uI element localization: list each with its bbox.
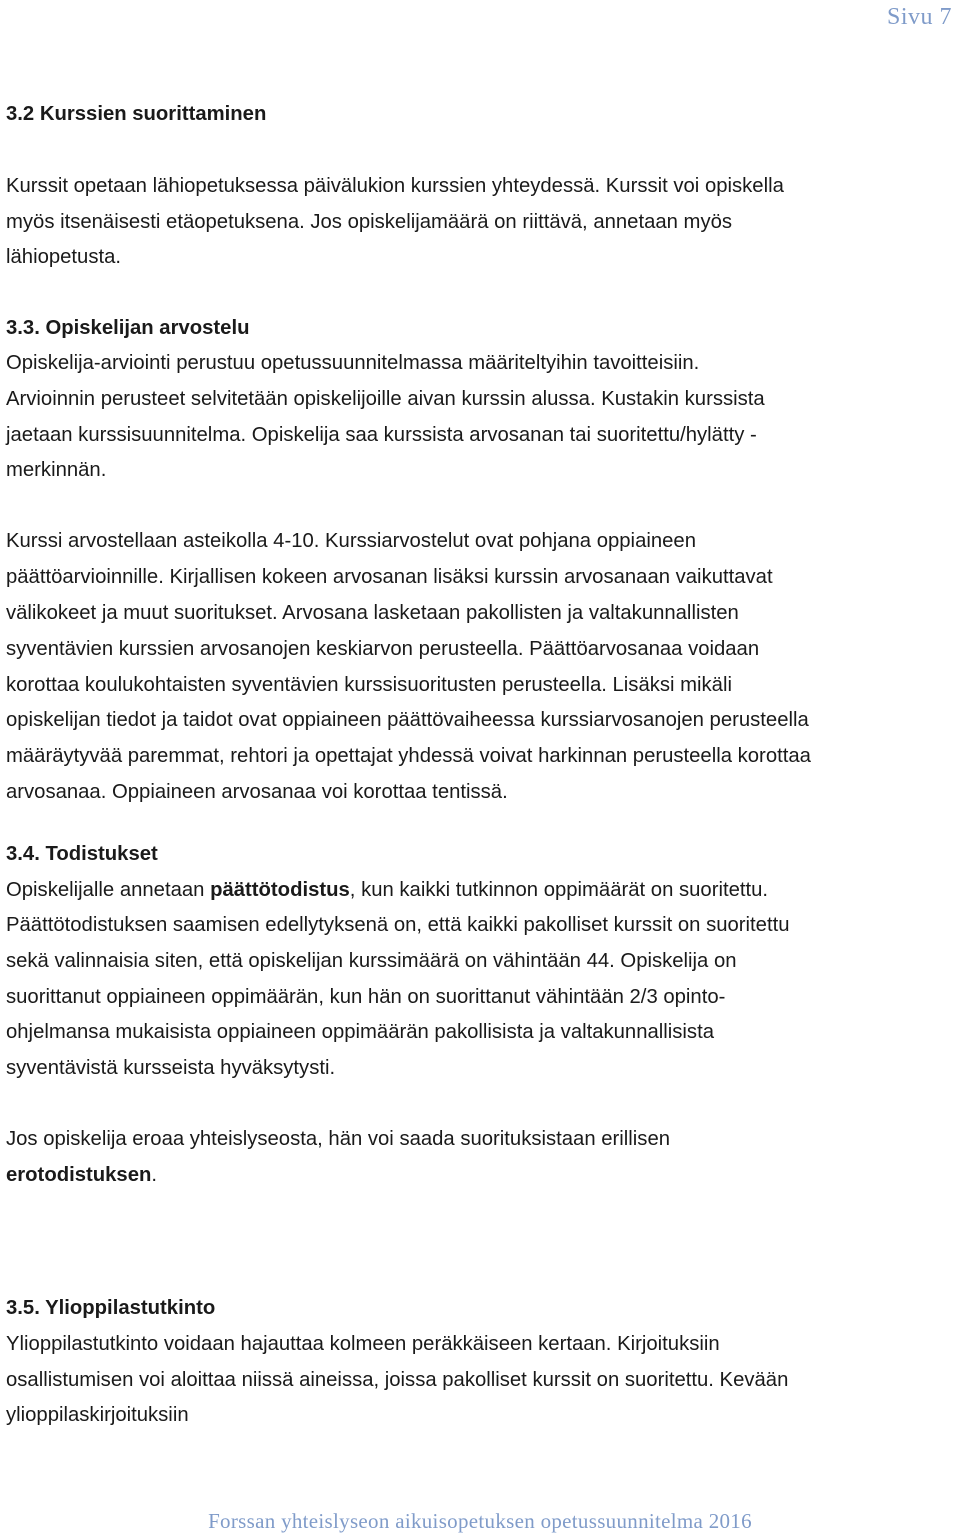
paragraph-line: opiskelijan tiedot ja taidot ovat oppiaineen päättövaiheessa kurssiarvosanojen perusteella — [6, 709, 809, 731]
paragraph-line: lähiopetusta. — [6, 246, 122, 268]
text-span: , kun kaikki tutkinnon oppimäärät on suoritettu. — [349, 879, 769, 901]
text-span: Opiskelijalle annetaan — [6, 879, 211, 901]
section-heading-3-4: 3.4. Todistukset — [6, 843, 158, 865]
paragraph-line: arvosanaa. Oppiaineen arvosanaa voi korottaa tentissä. — [6, 781, 508, 803]
page-footer: Forssan yhteislyseon aikuisopetuksen opetussuunnitelma 2016 — [208, 1509, 752, 1533]
bold-term-paattotodistus: päättötodistus — [210, 879, 350, 901]
paragraph-line — [6, 1162, 157, 1188]
paragraph-line — [6, 877, 768, 903]
page-number: Sivu 7 — [886, 4, 952, 30]
paragraph-line: osallistumisen voi aloittaa niissä aineissa, joissa pakolliset kurssit on suoritettu. Kevään — [6, 1369, 789, 1391]
paragraph-line: Kurssit opetaan lähiopetuksessa päivälukion kurssien yhteydessä. Kurssit voi opiskella — [6, 175, 784, 197]
text-span: . — [151, 1164, 158, 1186]
section-heading-3-2: 3.2 Kurssien suorittaminen — [6, 103, 267, 125]
paragraph-line: myös itsenäisesti etäopetuksena. Jos opiskelijamäärä on riittävä, annetaan myös — [6, 211, 733, 233]
paragraph-line: Kurssi arvostellaan asteikolla 4-10. Kurssiarvostelut ovat pohjana oppiaineen — [6, 530, 696, 552]
paragraph-line: jaetaan kurssisuunnitelma. Opiskelija saa kurssista arvosanan tai suoritettu/hylätty - — [6, 424, 757, 446]
paragraph-line: ylioppilaskirjoituksiin — [6, 1404, 189, 1426]
paragraph-line: suorittanut oppiaineen oppimäärän, kun hän on suorittanut vähintään 2/3 opinto- — [6, 986, 726, 1008]
section-heading-3-5: 3.5. Ylioppilastutkinto — [6, 1297, 216, 1319]
paragraph-line: syventävien kurssien arvosanojen keskiarvon perusteella. Päättöarvosanaa voidaan — [6, 638, 760, 660]
paragraph-line: sekä valinnaisia siten, että opiskelijan kurssimäärä on vähintään 44. Opiskelija on — [6, 950, 737, 972]
paragraph-line: ohjelmansa mukaisista oppiaineen oppimäärän pakollisista ja valtakunnallisista — [6, 1021, 714, 1043]
paragraph-line: syventävistä kursseista hyväksytysti. — [6, 1057, 336, 1079]
paragraph-line: Päättötodistuksen saamisen edellytyksenä on, että kaikki pakolliset kurssit on suoritettu — [6, 914, 790, 936]
bold-term-erotodistus: erotodistuksen — [6, 1164, 152, 1186]
paragraph-line: Ylioppilastutkinto voidaan hajauttaa kolmeen peräkkäiseen kertaan. Kirjoituksiin — [6, 1333, 720, 1355]
paragraph-line: korottaa koulukohtaisten syventävien kurssisuoritusten perusteella. Lisäksi mikäli — [6, 674, 732, 696]
paragraph-line: merkinnän. — [6, 459, 107, 481]
paragraph-line: Jos opiskelija eroaa yhteislyseosta, hän voi saada suorituksistaan erillisen — [6, 1128, 671, 1150]
paragraph-line: päättöarvioinnille. Kirjallisen kokeen arvosanan lisäksi kurssin arvosanaan vaikuttavat — [6, 566, 773, 588]
paragraph-line: määräytyvää paremmat, rehtori ja opettajat yhdessä voivat harkinnan perusteella korottaa — [6, 745, 811, 767]
section-heading-3-3: 3.3. Opiskelijan arvostelu — [6, 317, 250, 339]
paragraph-line: Arvioinnin perusteet selvitetään opiskelijoille aivan kurssin alussa. Kustakin kurssista — [6, 388, 765, 410]
paragraph-line: Opiskelija-arviointi perustuu opetussuunnitelmassa määriteltyihin tavoitteisiin. — [6, 352, 700, 374]
paragraph-line: välikokeet ja muut suoritukset. Arvosana lasketaan pakollisten ja valtakunnallisten — [6, 602, 739, 624]
